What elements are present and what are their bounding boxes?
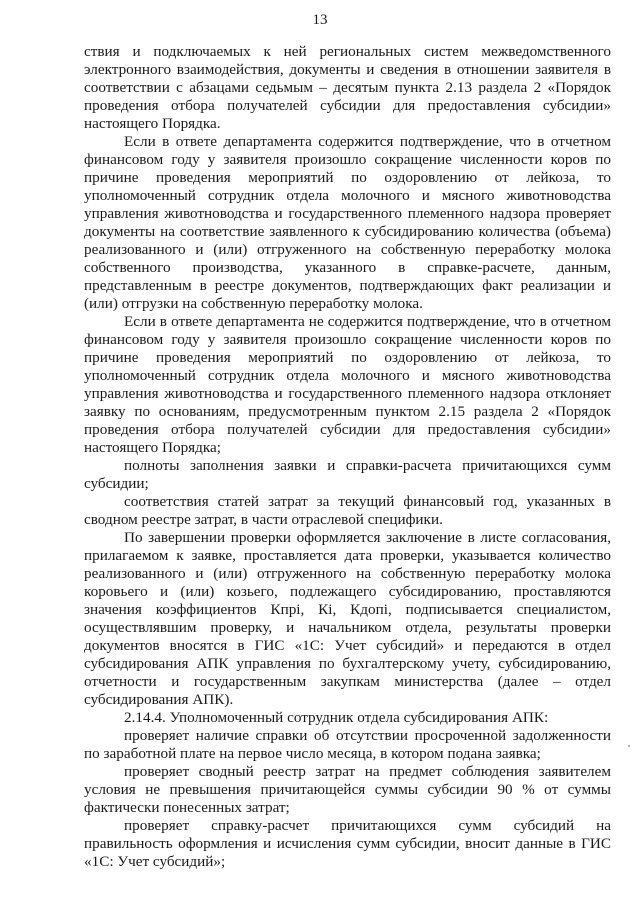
paragraph-calculation-check: проверяет справку-расчет причитающихся сумм субсидий на правильность оформления и исчисления сумм субсидии, вносит данные в ГИС «1С: Учет субсидий»; — [84, 817, 611, 870]
paragraph-cost-items-check: соответствия статей затрат за текущий финансовый год, указанных в сводном реестре затрат, в части отраслевой специфики. — [84, 493, 611, 528]
paragraph-completeness-check: полноты заполнения заявки и справки-расчета причитающихся сумм субсидии; — [84, 457, 611, 492]
paragraph-cost-register-check: проверяет сводный реестр затрат на предмет соблюдения заявителем условия не превышения причитающейся суммы субсидии 90 % от суммы фактически понесенных затрат; — [84, 763, 611, 816]
paragraph-section-2-14-4: 2.14.4. Уполномоченный сотрудник отдела субсидирования АПК: — [124, 709, 549, 726]
paragraph-continuation: ствия и подключаемых к ней региональных систем межведомственного электронного взаимодействия, документы и сведения в отношении заявителя в соответствии с абзацами седьмым – десятым пункта 2.13 раздела 2 «Порядок проведения отбора получателей субсидии для предоставления субсидии» настоящего Порядка. — [84, 43, 611, 132]
paragraph-no-confirmation-case: Если в ответе департамента не содержится подтверждение, что в отчетном финансовом году у заявителя произошло сокращение численности коров по причине проведения мероприятий по оздоровлению от лейкоза, то уполномоченный сотрудник отдела молочного и мясного животноводства управления животноводства и государственного племенного надзора отклоняет заявку по основаниям, предусмотренным пунктом 2.15 раздела 2 «Порядок проведения отбора получателей субсидии для предоставления субсидии» настоящего Порядка; — [84, 313, 611, 456]
scan-speck — [628, 745, 630, 747]
paragraph-salary-debt-check: проверяет наличие справки об отсутствии просроченной задолженности по заработной плате на первое число месяца, в котором подана заявка; — [84, 727, 611, 762]
document-body — [84, 43, 611, 871]
page-number: 13 — [312, 12, 328, 28]
paragraph-check-completion: По завершении проверки оформляется заключение в листе согласования, прилагаемом к заявке, проставляется дата проверки, указывается количество реализованного и (или) отгруженного на собственную переработку молока коровьего и (или) козьего, подлежащего субсидированию, проставляются значения коэффициентов Кпрі, Кі, Кдопі, подписывается специалистом, осуществлявшим проверку, и начальником отдела, результаты проверки документов вносятся в ГИС «1С: Учет субсидий» и передаются в отдел субсидирования АПК управления по бухгалтерскому учету, субсидированию, отчетности и государственным закупкам министерства (далее – отдел субсидирования АПК). — [84, 529, 611, 708]
paragraph-confirmation-case: Если в ответе департамента содержится подтверждение, что в отчетном финансовом году у заявителя произошло сокращение численности коров по причине проведения мероприятий по оздоровлению от лейкоза, то уполномоченный сотрудник отдела молочного и мясного животноводства управления животноводства и государственного племенного надзора проверяет документы на соответствие заявленного к субсидированию количества (объема) реализованного и (или) отгруженного на собственную переработку молока собственного производства, указанного в справке-расчете, данным, представленным в реестре документов, подтверждающих факт реализации и (или) отгрузки на собственную переработку молока. — [84, 133, 611, 312]
